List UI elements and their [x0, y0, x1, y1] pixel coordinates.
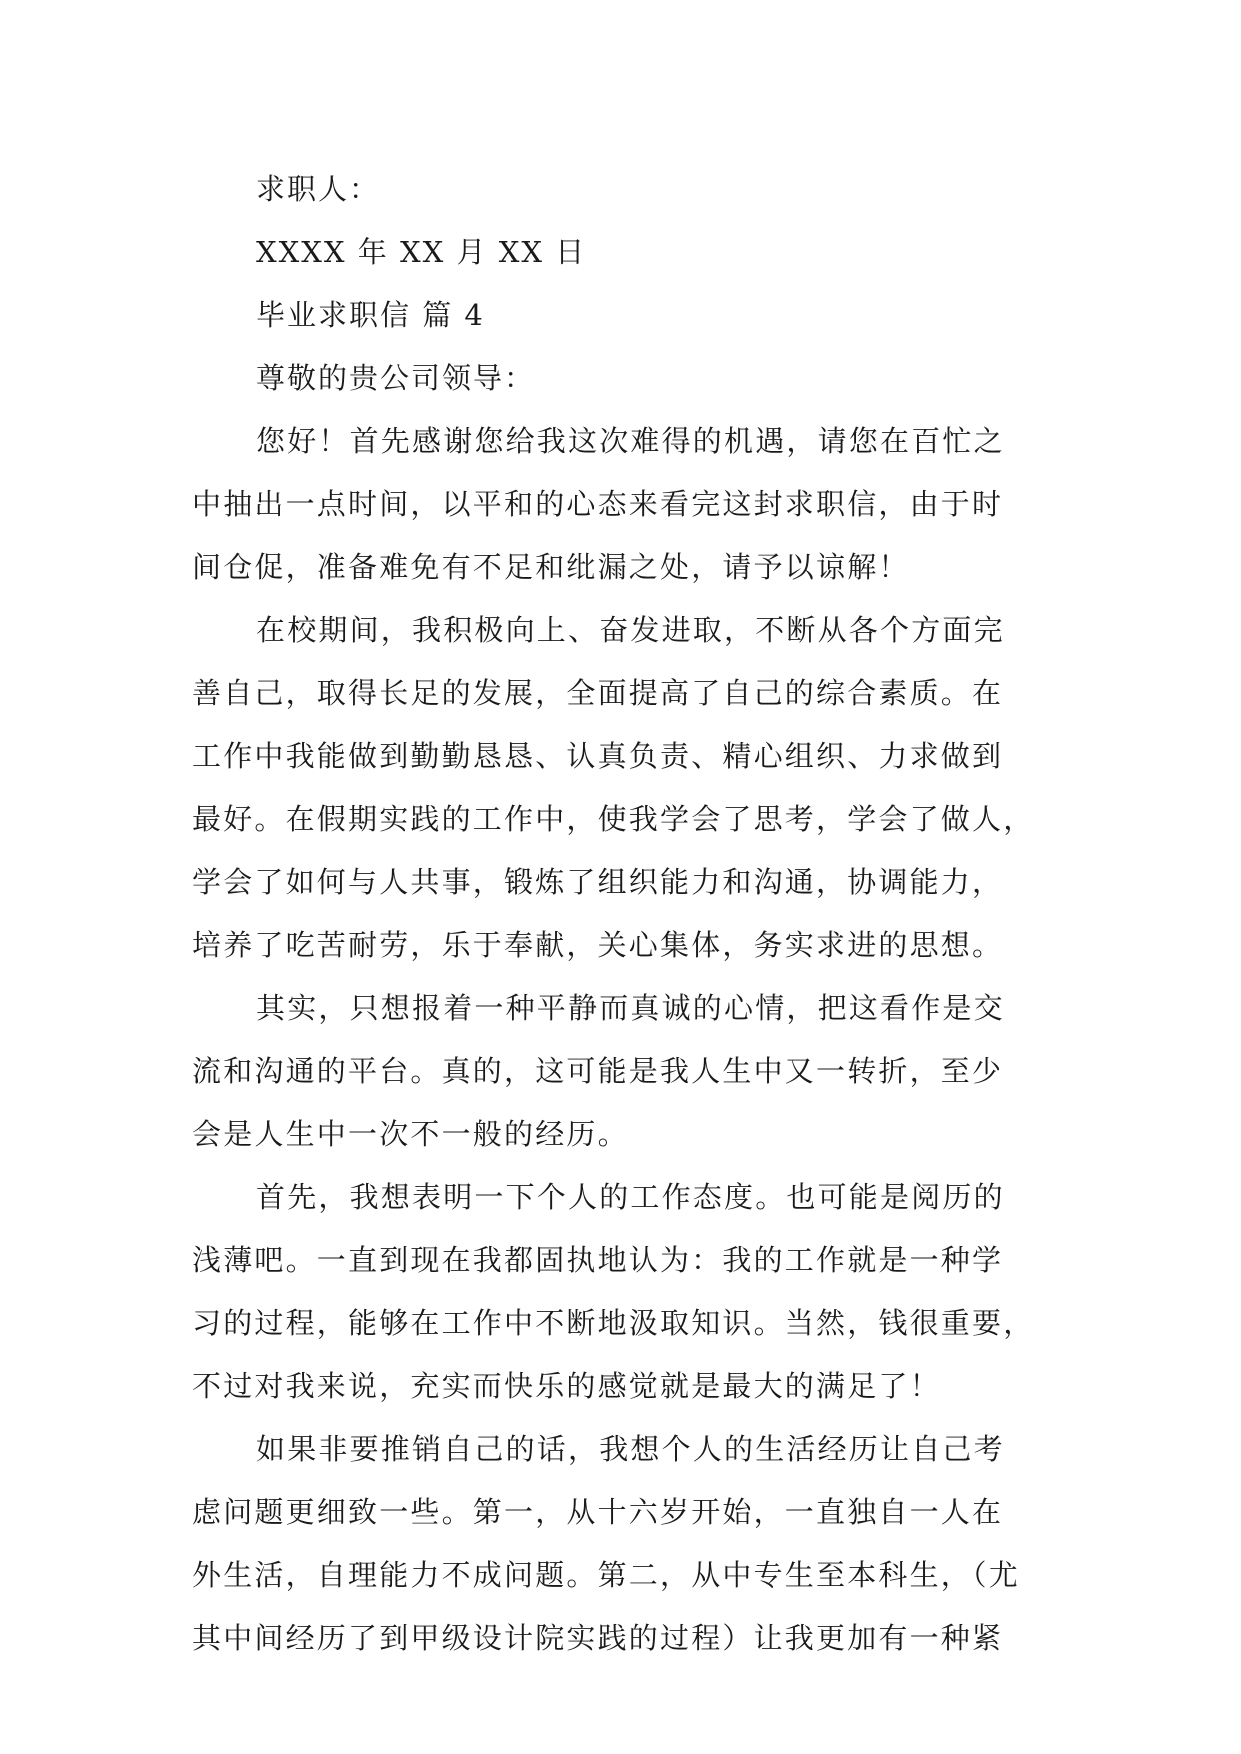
paragraph-5: [192, 1418, 1050, 1670]
paragraph-4: [192, 1166, 1050, 1418]
paragraph-line: 工作中我能做到勤勤恳恳、认真负责、精心组织、力求做到: [192, 739, 1004, 773]
paragraph-line: 流和沟通的平台。真的，这可能是我人生中又一转折，至少: [192, 1054, 1004, 1088]
paragraph-3: [192, 977, 1050, 1166]
paragraph-line: 其实，只想报着一种平静而真诚的心情，把这看作是交: [256, 991, 1005, 1025]
applicant-line: 求职人：: [256, 172, 381, 206]
date-line: XXXX 年 XX 月 XX 日: [256, 235, 587, 269]
paragraph-2: [192, 599, 1050, 977]
paragraph-line: 习的过程，能够在工作中不断地汲取知识。当然，钱很重要，: [192, 1306, 1035, 1340]
paragraph-line: 虑问题更细致一些。第一，从十六岁开始，一直独自一人在: [192, 1495, 1004, 1529]
paragraph-line: 学会了如何与人共事，锻炼了组织能力和沟通，协调能力，: [192, 865, 1004, 899]
paragraph-line: 首先，我想表明一下个人的工作态度。也可能是阅历的: [256, 1180, 1005, 1214]
paragraph-line: 如果非要推销自己的话，我想个人的生活经历让自己考: [256, 1432, 1005, 1466]
paragraph-line: 会是人生中一次不一般的经历。: [192, 1117, 629, 1151]
paragraph-line: 善自己，取得长足的发展，全面提高了自己的综合素质。在: [192, 676, 1004, 710]
paragraph-line: 培养了吃苦耐劳，乐于奉献，关心集体，务实求进的思想。: [192, 928, 1004, 962]
paragraph-line: 不过对我来说，充实而快乐的感觉就是最大的满足了！: [192, 1369, 941, 1403]
paragraph-line: 您好！首先感谢您给我这次难得的机遇，请您在百忙之: [256, 424, 1005, 458]
paragraph-line: 外生活，自理能力不成问题。第二，从中专生至本科生，（尤: [192, 1558, 1020, 1592]
salutation: 尊敬的贵公司领导：: [256, 361, 536, 395]
paragraph-line: 其中间经历了到甲级设计院实践的过程）让我更加有一种紧: [192, 1621, 1004, 1655]
section-title: 毕业求职信 篇 4: [256, 298, 485, 332]
paragraph-1: [192, 410, 1050, 599]
letter-body: [192, 158, 1050, 1670]
paragraph-line: 浅薄吧。一直到现在我都固执地认为：我的工作就是一种学: [192, 1243, 1004, 1277]
paragraph-line: 最好。在假期实践的工作中，使我学会了思考，学会了做人，: [192, 802, 1035, 836]
paragraph-line: 间仓促，准备难免有不足和纰漏之处，请予以谅解！: [192, 550, 910, 584]
paragraph-line: 中抽出一点时间，以平和的心态来看完这封求职信，由于时: [192, 487, 1004, 521]
paragraph-line: 在校期间，我积极向上、奋发进取，不断从各个方面完: [256, 613, 1005, 647]
